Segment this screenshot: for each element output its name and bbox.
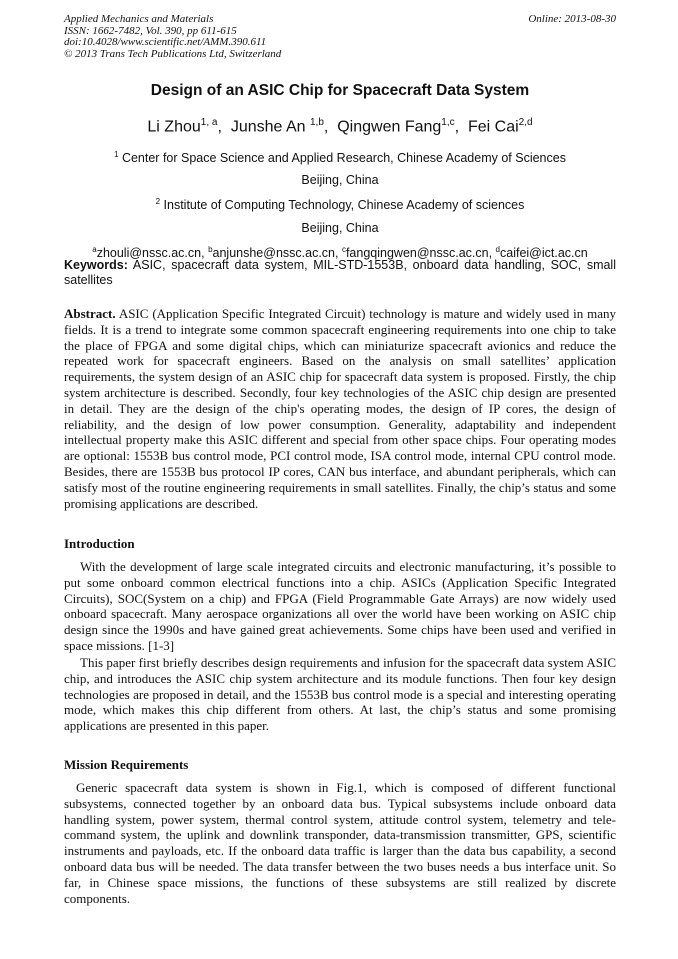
email-sup: b (208, 244, 213, 254)
affiliation-name: Center for Space Science and Applied Research, Chinese Academy of Sciences (121, 151, 566, 166)
doi-line: doi:10.4028/www.scientific.net/AMM.390.611 (64, 36, 267, 48)
email-sup: a (92, 244, 97, 254)
title-block (64, 82, 616, 264)
affiliation-name: Institute of Computing Technology, Chinese Academy of sciences (163, 198, 525, 213)
keywords-text: ASIC, spacecraft data system, MIL-STD-1553B, onboard data handling, SOC, small satellites (64, 258, 616, 287)
email-address[interactable]: caifei@ict.ac.cn (500, 245, 588, 260)
affiliation-city: Beijing, China (301, 173, 379, 188)
journal-header (64, 14, 616, 60)
email-sup: d (495, 244, 500, 254)
affiliation-sup: 2 (155, 197, 161, 207)
author-sup: 1,b (309, 117, 324, 128)
email-sup: c (341, 244, 346, 254)
keywords-label: Keywords: (64, 258, 128, 272)
abstract-text: ASIC (Application Specific Integrated Circuit) technology is mature and widely used in many fields. It is a trend to integrate some common spacecraft engineering requirements into one chip to take the place of FPGA and some digital chips, which can miniaturize spacecraft avionics and reduce the repeated work for spacecraft engineers. Based on the analysis on small satellites’ application requirements, the system design of an ASIC chip for spacecraft data system is proposed. Firstly, the chip system architecture is described. Secondly, four key technologies of the ASIC chip design are presented in detail. They are the design of the chip's operating modes, the design of IP cores, the design of reliability, and the design of low power consumption. Generality, adaptability and independent intellectual property make this ASIC different and special from other space chips. Four operating modes are optional: 1553B bus control mode, PCI control mode, ISA control mode, internal CPU control mode. Besides, there are 1553B bus protocol IP cores, CAN bus interface, and abundant peripherals, which can satisfy most of the routine engineering requirements in small satellites. Finally, the chip’s status and some promising applications are described. (64, 306, 616, 511)
affiliation-2 (64, 191, 616, 238)
email-list: $^a$zhouli@nssc.ac.cn, $^b$anjunshe@nssc.ac.cn, $^c$fangqingwen@nssc.ac.cn, $^d$caifei@ict.ac.cn (92, 244, 588, 260)
journal-name: Applied Mechanics and Materials (64, 13, 214, 25)
author-sup: 1, a (200, 117, 218, 128)
abstract-label: Abstract. (64, 306, 116, 321)
affiliation-1 (64, 144, 616, 191)
mission-paragraph-1: Generic spacecraft data system is shown in Fig.1, which is composed of different functional subsystems, connected together by an onboard data bus. Typical subsystems include onboard data handling system, power system, thermal control system, attitude control system, telemetry and tele-command system, the uplink and downlink transponder, data-transmission transmitter, GPS, scientific instruments and payloads, etc. If the onboard data traffic is larger than the data bus capability, a second onboard data bus will be needed. The data transfer between the two buses needs a bus interface unit. So far, in Chinese space missions, the functions of these subsystems are still realized by discrete components. (64, 780, 616, 906)
introduction-heading: Introduction (64, 536, 135, 551)
author-name: Li Zhou (147, 118, 201, 136)
author-list: Li Zhou$^{1, a}$, Junshe An $^{1,b}$, Qingwen Fang$^{1,c}$, Fei Cai$^{2,d}$ (147, 117, 533, 136)
author-name: Qingwen Fang (337, 118, 442, 136)
email-address[interactable]: zhouli@nssc.ac.cn (96, 245, 202, 260)
affiliation-sup: 1 (114, 150, 119, 160)
email-address[interactable]: fangqingwen@nssc.ac.cn (345, 245, 489, 260)
abstract-paragraph (64, 306, 616, 511)
paper-title: Design of an ASIC Chip for Spacecraft Data System (150, 82, 530, 99)
online-date: Online: 2013-08-30 (528, 13, 616, 25)
affiliation-city: Beijing, China (301, 220, 379, 235)
keywords-section (64, 258, 616, 288)
author-sup: 1,c (441, 117, 455, 128)
email-address[interactable]: anjunshe@nssc.ac.cn (212, 245, 335, 260)
author-sup: 2,d (518, 117, 533, 128)
author-name: Junshe An (230, 118, 310, 136)
copyright-line: © 2013 Trans Tech Publications Ltd, Switzerland (64, 47, 282, 60)
author-name: Fei Cai (467, 118, 519, 136)
introduction-paragraph-2: This paper first briefly describes design requirements and infusion for the spacecraft data system ASIC chip, and introduces the ASIC chip system architecture and its module functions. Then four key design technologies are proposed in detail, and the 1553B bus control mode is a special and interesting operating mode, which makes this chip different from others. At last, the chip’s status and some promising applications are presented in this paper. (64, 655, 616, 734)
issn-line: ISSN: 1662-7482, Vol. 390, pp 611-615 (64, 24, 237, 37)
introduction-paragraph-1: With the development of large scale integrated circuits and electronic manufacturing, it’s possible to put some onboard common electrical functions into a chip. ASICs (Application Specific Integrated Circuits), SOC(System on a chip) and FPGA (Field Programmable Gate Arrays) are now widely used onboard spacecraft. Many aerospace organizations all over the world have been working on ASIC chip design since the 1990s and have gained great achievements. Some chips have been used and verified in space missions. [1-3] (64, 559, 616, 653)
mission-heading: Mission Requirements (64, 757, 189, 772)
